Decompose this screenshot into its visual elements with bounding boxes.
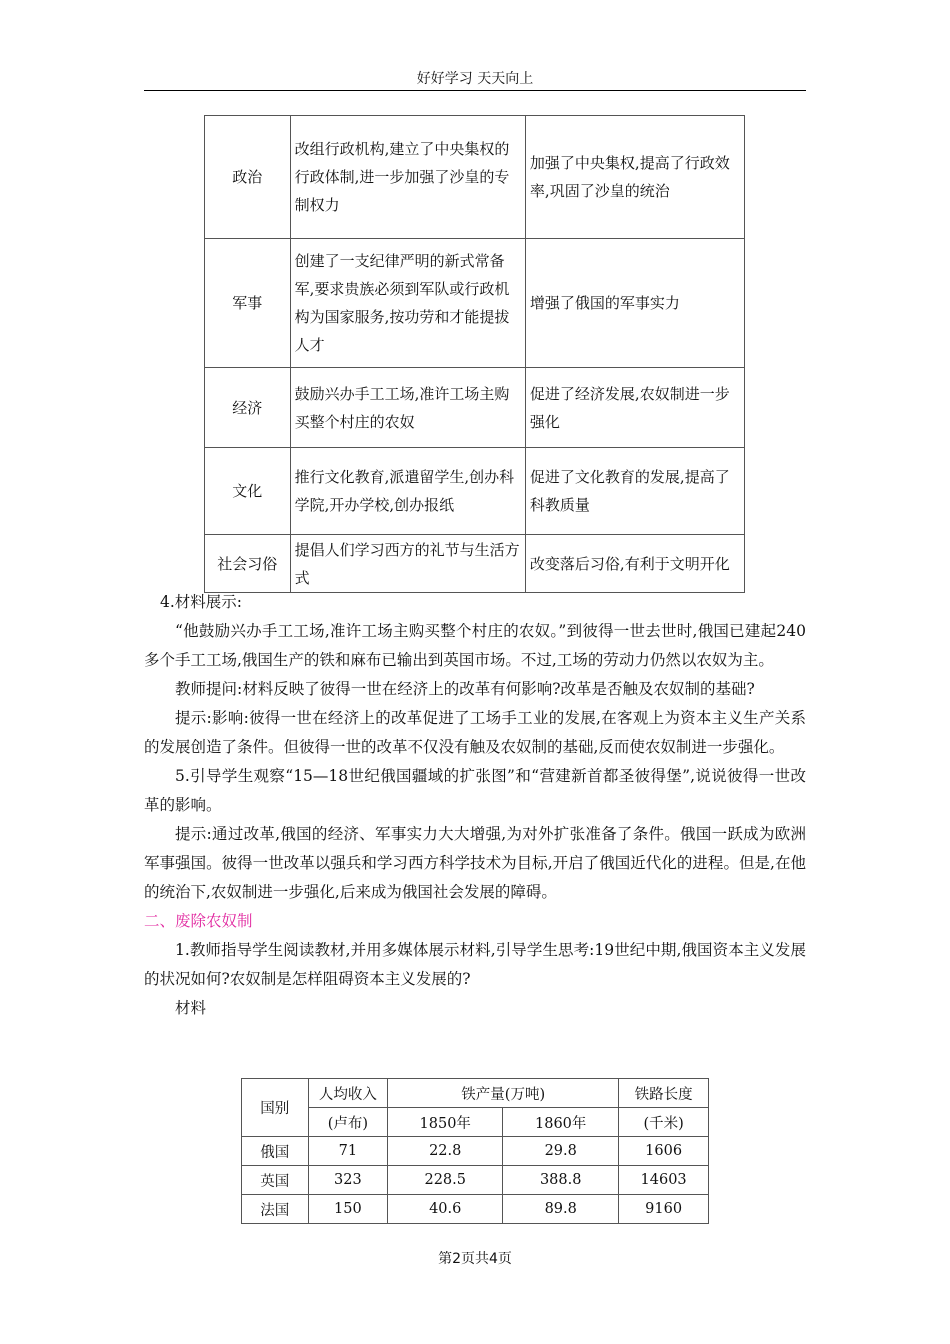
category-cell: 社会习俗 bbox=[205, 535, 291, 593]
table-row bbox=[242, 1195, 709, 1224]
data-table bbox=[241, 1078, 709, 1224]
paragraph: “他鼓励兴办手工工场,准许工场主购买整个村庄的农奴。”到彼得一世去世时,俄国已建起240多个手工工场,俄国生产的铁和麻布已输出到英国市场。不过,工场的劳动力仍然以农奴为主。 bbox=[144, 622, 806, 669]
table-row bbox=[205, 368, 745, 448]
effect-cell: 加强了中央集权,提高了行政效率,巩固了沙皇的统治 bbox=[525, 116, 744, 239]
iron-1860-cell: 89.8 bbox=[503, 1195, 619, 1224]
body-text bbox=[144, 588, 806, 1023]
paragraph: 教师提问:材料反映了彼得一世在经济上的改革有何影响?改革是否触及农奴制的基础? bbox=[175, 680, 755, 698]
paragraph: 材料 bbox=[175, 999, 207, 1017]
paragraph: 5.引导学生观察“15—18世纪俄国疆域的扩张图”和“营建新首都圣彼得堡”,说说彼得一世改革的影响。 bbox=[144, 767, 806, 814]
header-rail: 铁路长度 bbox=[619, 1079, 709, 1108]
country-cell: 英国 bbox=[242, 1166, 309, 1195]
table-header-row bbox=[242, 1108, 709, 1137]
rail-cell: 1606 bbox=[619, 1137, 709, 1166]
page-footer: 第2页共4页 bbox=[438, 1251, 512, 1267]
header-country: 国别 bbox=[242, 1079, 309, 1137]
country-cell: 法国 bbox=[242, 1195, 309, 1224]
effect-cell: 促进了经济发展,农奴制进一步强化 bbox=[525, 368, 744, 448]
category-cell: 文化 bbox=[205, 448, 291, 535]
paragraph: 提示:影响:彼得一世在经济上的改革促进了工场手工业的发展,在客观上为资本主义生产关系的发展创造了条件。但彼得一世的改革不仅没有触及农奴制的基础,反而使农奴制进一步强化。 bbox=[144, 709, 806, 756]
rail-cell: 14603 bbox=[619, 1166, 709, 1195]
header-iron: 铁产量(万吨) bbox=[388, 1079, 619, 1108]
iron-1850-cell: 40.6 bbox=[388, 1195, 503, 1224]
category-cell: 军事 bbox=[205, 239, 291, 368]
iron-1860-cell: 388.8 bbox=[503, 1166, 619, 1195]
rail-cell: 9160 bbox=[619, 1195, 709, 1224]
section-title: 二、废除农奴制 bbox=[144, 912, 253, 930]
iron-1850-cell: 22.8 bbox=[388, 1137, 503, 1166]
table-row bbox=[242, 1166, 709, 1195]
effect-cell: 促进了文化教育的发展,提高了科教质量 bbox=[525, 448, 744, 535]
table-row bbox=[242, 1137, 709, 1166]
paragraph: 提示:通过改革,俄国的经济、军事实力大大增强,为对外扩张准备了条件。俄国一跃成为欧洲军事强国。彼得一世改革以强兵和学习西方科学技术为目标,开启了俄国近代化的进程。但是,在他的统治下,农奴制进一步强化,后来成为俄国社会发展的障碍。 bbox=[144, 825, 806, 901]
effect-cell: 改变落后习俗,有利于文明开化 bbox=[525, 535, 744, 593]
table-row bbox=[205, 239, 745, 368]
header-income: 人均收入 bbox=[308, 1079, 388, 1108]
table-header-row bbox=[242, 1079, 709, 1108]
paragraph: 1.教师指导学生阅读教材,并用多媒体展示材料,引导学生思考:19世纪中期,俄国资本主义发展的状况如何?农奴制是怎样阻碍资本主义发展的? bbox=[144, 941, 806, 988]
income-cell: 71 bbox=[308, 1137, 388, 1166]
content-cell: 创建了一支纪律严明的新式常备军,要求贵族必须到军队或行政机构为国家服务,按功劳和才能提拔人才 bbox=[290, 239, 525, 368]
header-rail-unit: (千米) bbox=[619, 1108, 709, 1137]
header-year-1860: 1860年 bbox=[503, 1108, 619, 1137]
iron-1850-cell: 228.5 bbox=[388, 1166, 503, 1195]
header-year-1850: 1850年 bbox=[388, 1108, 503, 1137]
page-header: 好好学习 天天向上 bbox=[144, 68, 806, 91]
content-cell: 推行文化教育,派遣留学生,创办科学院,开办学校,创办报纸 bbox=[290, 448, 525, 535]
reform-table bbox=[204, 115, 745, 593]
paragraph: 4.材料展示: bbox=[160, 593, 243, 611]
category-cell: 政治 bbox=[205, 116, 291, 239]
category-cell: 经济 bbox=[205, 368, 291, 448]
content-cell: 提倡人们学习西方的礼节与生活方式 bbox=[290, 535, 525, 593]
header-income-unit: (卢布) bbox=[308, 1108, 388, 1137]
table-row bbox=[205, 535, 745, 593]
iron-1860-cell: 29.8 bbox=[503, 1137, 619, 1166]
income-cell: 323 bbox=[308, 1166, 388, 1195]
country-cell: 俄国 bbox=[242, 1137, 309, 1166]
content-cell: 改组行政机构,建立了中央集权的行政体制,进一步加强了沙皇的专制权力 bbox=[290, 116, 525, 239]
income-cell: 150 bbox=[308, 1195, 388, 1224]
content-cell: 鼓励兴办手工工场,准许工场主购买整个村庄的农奴 bbox=[290, 368, 525, 448]
effect-cell: 增强了俄国的军事实力 bbox=[525, 239, 744, 368]
table-row bbox=[205, 116, 745, 239]
table-row bbox=[205, 448, 745, 535]
